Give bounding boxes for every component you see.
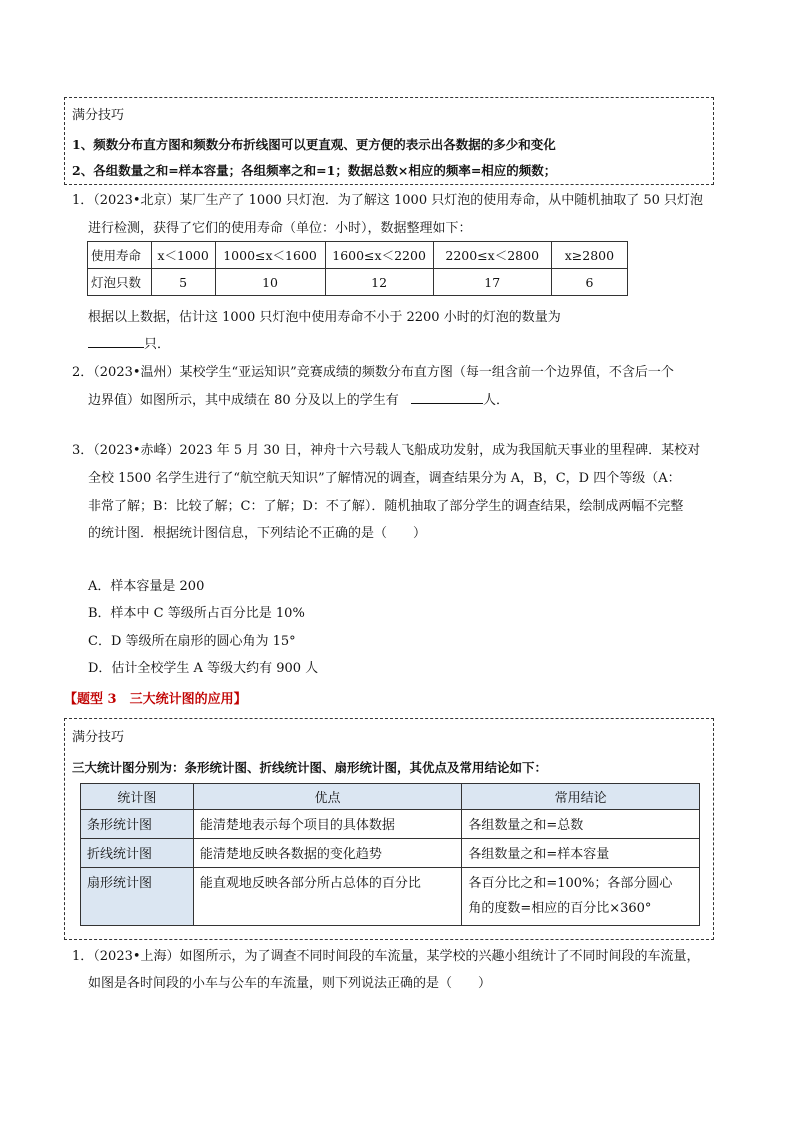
table-cell: 灯泡只数 (88, 269, 152, 296)
q3-option-b: B．样本中 C 等级所占百分比是 10% (88, 606, 305, 621)
answer-blank[interactable] (411, 392, 483, 404)
table-header-cell: 常用结论 (462, 784, 700, 810)
table-row (88, 269, 628, 296)
stat-charts-table (80, 783, 700, 926)
table-header-cell: 优点 (193, 784, 462, 810)
table-row (81, 868, 700, 926)
table-cell: 2200≤x＜2800 (433, 242, 551, 269)
table-cell: 6 (551, 269, 627, 296)
q3-option-a: A．样本容量是 200 (88, 579, 205, 594)
section-heading: 【题型 3 三大统计图的应用】 (64, 692, 247, 707)
answer-blank[interactable] (88, 336, 144, 348)
q3-option-c: C．D 等级所在扇形的圆心角为 15° (88, 634, 296, 649)
tips-line-1: 1、频数分布直方图和频数分布折线图可以更直观、更方便的表示出各数据的多少和变化 (72, 137, 556, 152)
tips-line-2: 2、各组数量之和=样本容量；各组频率之和=1；数据总数×相应的频率=相应的频数； (72, 163, 557, 178)
table-row (88, 242, 628, 269)
table-row (81, 810, 700, 839)
table-cell: x＜1000 (151, 242, 215, 269)
q2-suffix: 人． (482, 393, 509, 408)
q3-line-4: 的统计图．根据统计图信息，下列结论不正确的是（ ） (88, 526, 427, 541)
table-cell: 1600≤x＜2200 (325, 242, 433, 269)
tips-title-2: 满分技巧 (72, 730, 125, 745)
q3-option-d: D．估计全校学生 A 等级大约有 900 人 (88, 661, 319, 676)
table-cell: 能清楚地表示每个项目的具体数据 (193, 810, 462, 839)
q1-suffix: 只． (144, 337, 171, 352)
tips-intro: 三大统计图分别为：条形统计图、折线统计图、扇形统计图，其优点及常用结论如下： (72, 760, 548, 775)
q3-line-2: 全校 1500 名学生进行了“航空航天知识”了解情况的调查，调查结果分为 A，B，C，D 四个等级（A： (88, 471, 681, 486)
table-cell: 条形统计图 (81, 810, 194, 839)
conclusion-line-1: 各百分比之和=100%；各部分圆心 (468, 876, 673, 891)
q1-line-2: 进行检测，获得了它们的使用寿命（单位：小时），数据整理如下： (88, 221, 472, 236)
tips-title-1: 满分技巧 (72, 108, 125, 123)
table-cell: 使用寿命 (88, 242, 152, 269)
q1-data-table (87, 241, 628, 296)
table-header-cell: 统计图 (81, 784, 194, 810)
conclusion-line-2: 角的度数=相应的百分比×360° (468, 901, 652, 916)
q3-line-3: 非常了解；B：比较了解；C：了解；D：不了解）．随机抽取了部分学生的调查结果，绘制成两幅不完整 (88, 499, 684, 514)
table-cell: 17 (433, 269, 551, 296)
table-cell: 1000≤x＜1600 (215, 242, 325, 269)
table-header-row (81, 784, 700, 810)
table-cell: x≥2800 (551, 242, 627, 269)
q4-line-2: 如图是各时间段的小车与公车的车流量，则下列说法正确的是（ ） (88, 976, 492, 991)
table-cell: 5 (151, 269, 215, 296)
table-cell (462, 868, 700, 926)
table-cell: 各组数量之和=样本容量 (462, 839, 700, 868)
table-cell: 扇形统计图 (81, 868, 194, 926)
table-cell: 能清楚地反映各数据的变化趋势 (193, 839, 462, 868)
table-cell: 12 (325, 269, 433, 296)
q2-prefix: 边界值）如图所示，其中成绩在 80 分及以上的学生有 (88, 393, 399, 408)
q2-line-1: 2．（2023•温州）某校学生“亚运知识”竞赛成绩的频数分布直方图（每一组含前一个边界值，不含后一个 (72, 365, 674, 380)
q4-line-1: 1．（2023•上海）如图所示，为了调查不同时间段的车流量，某学校的兴趣小组统计了不同时间段的车流量， (72, 949, 700, 964)
q1-line-3: 根据以上数据，估计这 1000 只灯泡中使用寿命不小于 2200 小时的灯泡的数量为 (88, 310, 561, 325)
table-row (81, 839, 700, 868)
q1-line-1: 1．（2023•北京）某厂生产了 1000 只灯泡．为了解这 1000 只灯泡的使用寿命，从中随机抽取了 50 只灯泡 (72, 193, 704, 208)
table-cell: 各组数量之和=总数 (462, 810, 700, 839)
table-cell: 能直观地反映各部分所占总体的百分比 (193, 868, 462, 926)
q1-answer-line (88, 333, 170, 352)
q3-line-1: 3．（2023•赤峰）2023 年 5 月 30 日，神舟十六号载人飞船成功发射，成为我国航天事业的里程碑．某校对 (72, 443, 701, 458)
table-cell: 10 (215, 269, 325, 296)
q2-line-2 (88, 389, 509, 408)
table-cell: 折线统计图 (81, 839, 194, 868)
